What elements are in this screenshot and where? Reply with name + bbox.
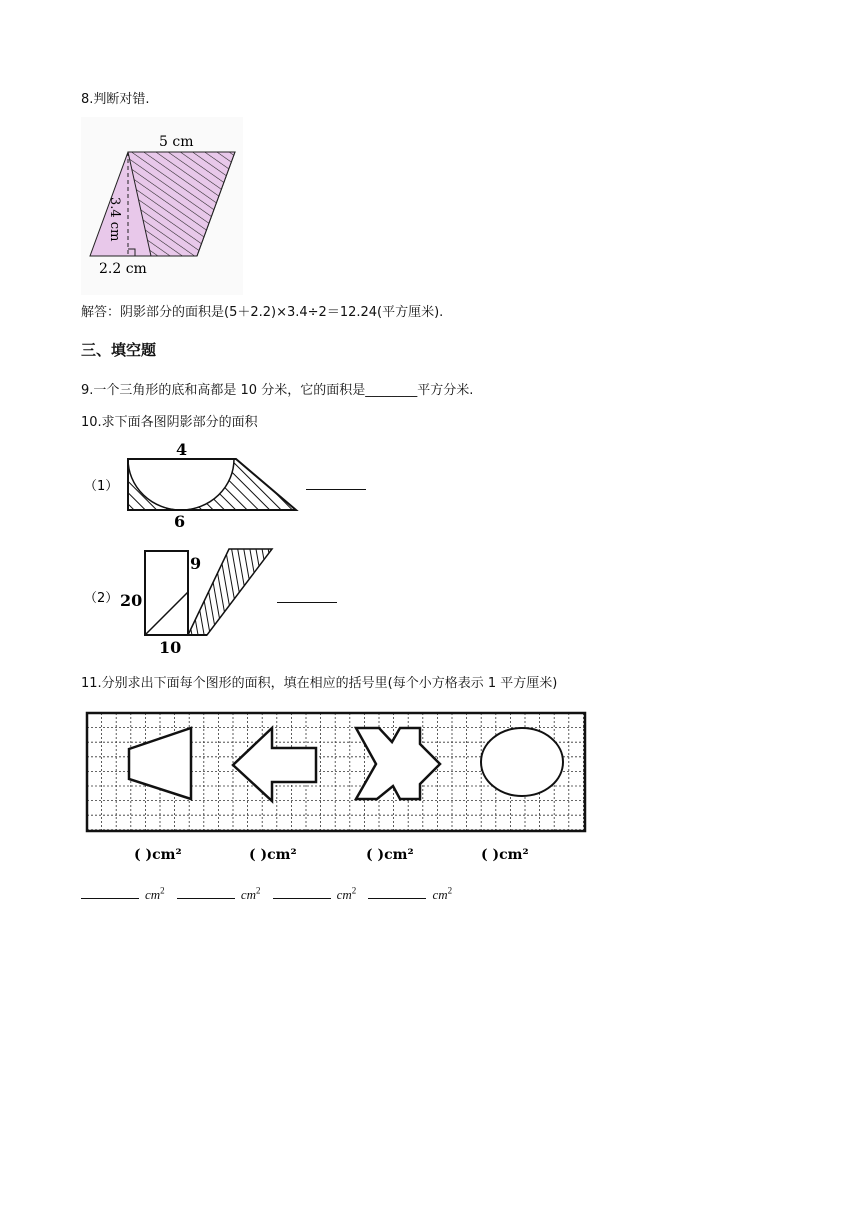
q10-fig1-top: 4 — [176, 440, 188, 459]
section-heading: 三、填空题 — [81, 341, 157, 359]
q11-bracket-3: ( )cm² — [366, 847, 414, 863]
unit-text: cm — [240, 887, 256, 903]
q8-height-label: 3.4 cm — [107, 197, 122, 242]
arrow-cross-shape — [356, 728, 440, 799]
q11-answer-blank-4[interactable] — [368, 898, 426, 899]
q10-figure-1 — [84, 438, 374, 530]
q11-answer-row — [81, 886, 460, 903]
q11-bracket-4: ( )cm² — [481, 847, 529, 863]
q8-top-label: 5 cm — [159, 134, 194, 150]
unit-text: cm — [145, 887, 161, 903]
q11-answer-blank-3[interactable] — [273, 898, 331, 899]
q8-title: 8.判断对错. — [81, 92, 150, 107]
ellipse-shape — [481, 728, 563, 796]
arrow-shape — [233, 728, 316, 801]
q9-text: 9.一个三角形的底和高都是 10 分米，它的面积是________平方分米. — [81, 383, 474, 398]
q10-fig1-bottom: 6 — [174, 512, 186, 530]
q8-solution: 解答：阴影部分的面积是(5＋2.2)×3.4÷2＝12.24(平方厘米). — [81, 305, 444, 320]
q10-fig1-label: （1） — [84, 479, 119, 494]
q10-figure-2 — [84, 544, 284, 656]
unit-text: cm — [432, 887, 448, 903]
trapezoid-shape — [129, 728, 191, 799]
q11-bracket-2: ( )cm² — [249, 847, 297, 863]
unit-text: cm — [336, 887, 352, 903]
q8-parallelogram-figure — [81, 117, 243, 295]
unit-exponent: 2 — [160, 886, 165, 896]
q10-fig2-top: 9 — [190, 554, 202, 573]
q11-answer-blank-1[interactable] — [81, 898, 139, 899]
q10-title: 10.求下面各图阴影部分的面积 — [81, 415, 258, 430]
q10-fig2-label: （2） — [84, 591, 119, 606]
unit-exponent: 2 — [351, 886, 357, 896]
q10-fig1-answer-blank[interactable] — [306, 489, 366, 490]
unit-exponent: 2 — [447, 886, 453, 896]
q8-bottom-label: 2.2 cm — [99, 261, 147, 277]
q11-answer-2 — [177, 886, 261, 903]
q10-fig2-side: 20 — [120, 591, 143, 610]
q11-answer-1 — [81, 886, 165, 903]
q11-answer-blank-2[interactable] — [177, 898, 235, 899]
q10-fig2-bottom: 10 — [159, 638, 182, 656]
q11-answer-3 — [273, 886, 357, 903]
q11-title: 11.分别求出下面每个图形的面积，填在相应的括号里(每个小方格表示 1 平方厘米) — [81, 676, 558, 691]
q11-bracket-1: ( )cm² — [134, 847, 182, 863]
unit-exponent: 2 — [255, 886, 261, 896]
q11-grid-figure — [84, 709, 588, 873]
q10-fig2-answer-blank[interactable] — [277, 602, 337, 603]
q11-answer-4 — [368, 886, 452, 903]
